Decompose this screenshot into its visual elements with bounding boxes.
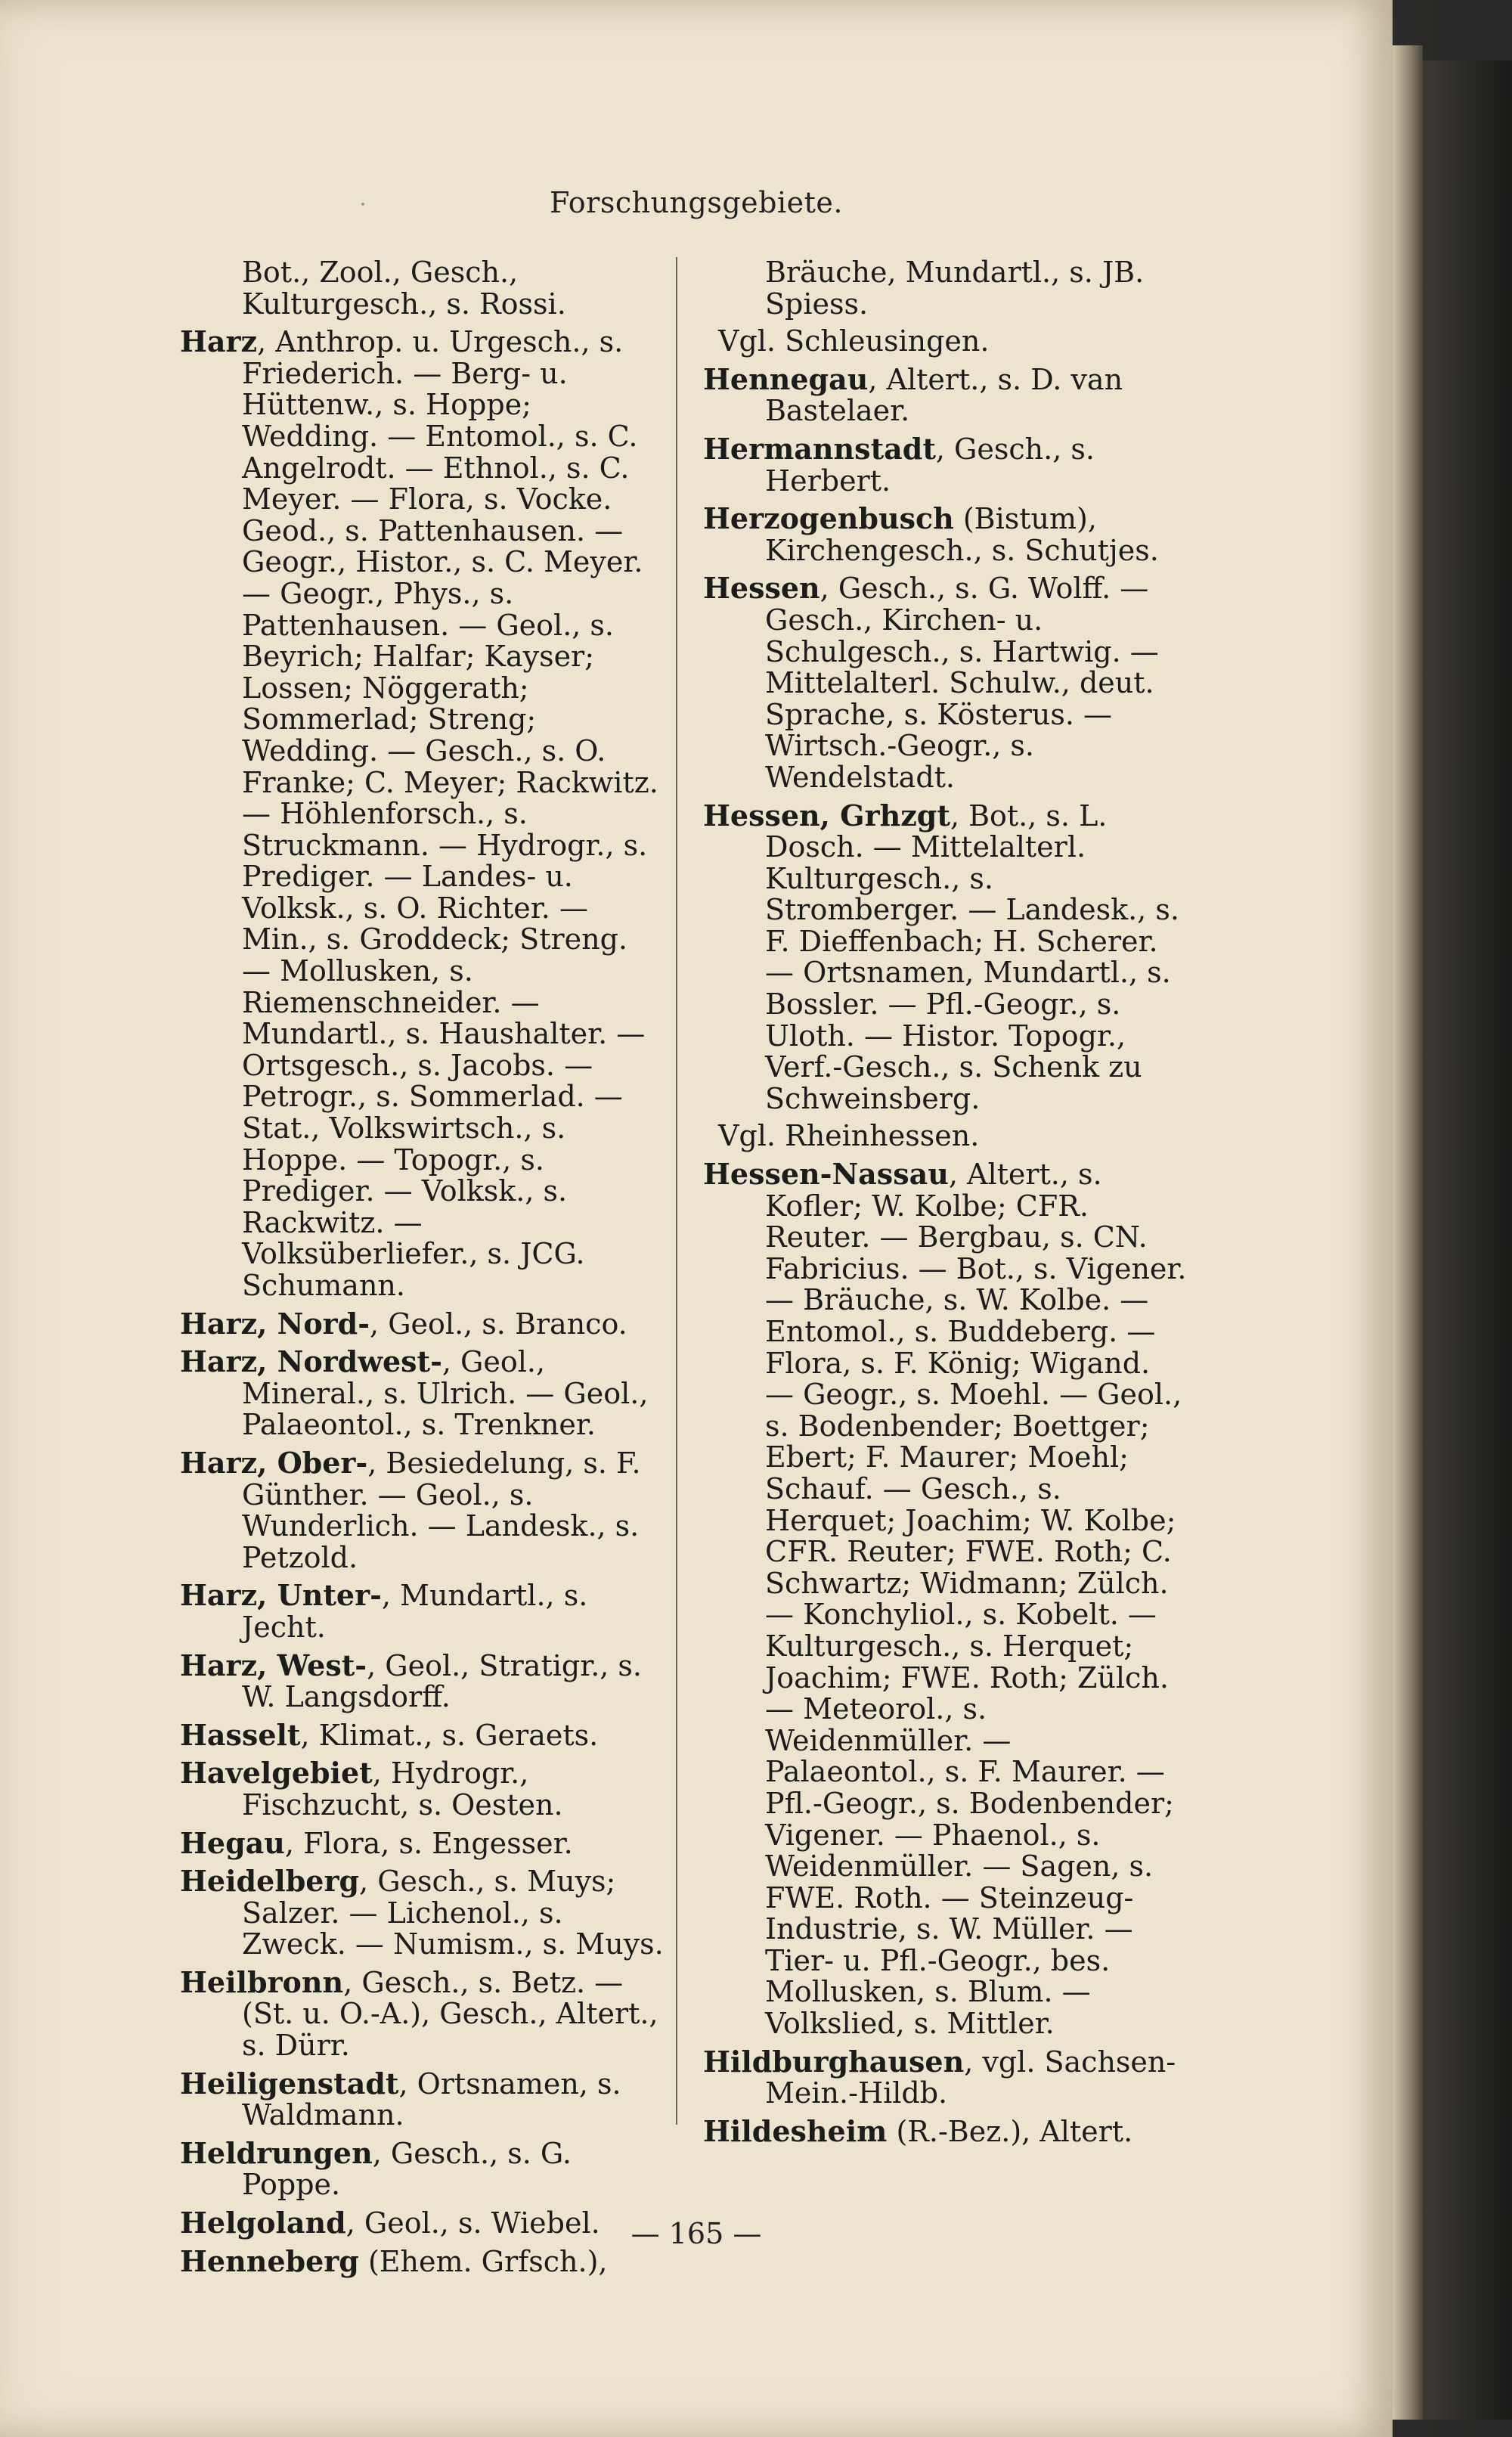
index-entry <box>180 1580 664 1643</box>
entry-text: (R.-Bez.), Altert. <box>887 2114 1133 2148</box>
entry-headword: Hasselt <box>180 1717 301 1752</box>
entry-headword: Heldrungen <box>180 2135 373 2170</box>
entry-text: (Ehem. Grfsch.), <box>358 2244 608 2278</box>
index-entry <box>703 572 1187 793</box>
entry-headword: Heiligenstadt <box>180 2066 399 2101</box>
entry-headword: Hessen <box>703 571 820 606</box>
entry-text: , Altert., s. Kofler; W. Kolbe; CFR. Reuter. — Bergbau, s. CN. Fabricius. — Bot., s. Vigener. — Bräuche, s. W. Kolbe. — Entomol., s. Buddeberg. — Flora, s. F. König; Wigand. — Geogr., s. Moehl. — Geol., s. Bodenbender; Boettger; Ebert; F. Maurer; Moehl; Schauf. — Gesch., s. Herquet; Joachim; W. Kolbe; CFR. Reuter; FWE. Roth; C. Schwartz; Widmann; Zülch. — Konchyliol., s. Kobelt. — Kulturgesch., s. Herquet; Joachim; FWE. Roth; Zülch. — Meteorol., s. Weidenmüller. — Palaeontol., s. F. Maurer. — Pfl.-Geogr., s. Bodenbender; Vigener. — Phaenol., s. Weidenmüller. — Sagen, s. FWE. Roth. — Steinzeug-Industrie, s. W. Müller. — Tier- u. Pfl.-Geogr., bes. Mollusken, s. Blum. — Volkslied, s. Mittler. <box>765 1158 1187 2041</box>
entry-continuation: Bräuche, Mundartl., s. JB. Spiess. <box>765 256 1145 321</box>
entry-headword: Hermannstadt <box>703 431 936 466</box>
index-entry <box>180 1865 664 1961</box>
index-entry <box>703 2046 1187 2110</box>
index-entry <box>703 800 1187 1115</box>
entry-headword: Harz, Ober- <box>180 1445 368 1480</box>
entry-text: , Hydrogr., Fischzucht, s. Oesten. <box>242 1756 563 1822</box>
entry-text: , Gesch., s. Herbert. <box>765 432 1095 498</box>
entry-headword: Hessen, Grhzgt <box>703 798 950 832</box>
entry-text: , Geol., Stratigr., s. W. Langsdorff. <box>242 1648 643 1714</box>
entry-text: , Ortsnamen, s. Waldmann. <box>242 2066 621 2132</box>
entry-text: , Klimat., s. Geraets. <box>300 1718 599 1752</box>
entry-headword: Helgoland <box>180 2206 346 2240</box>
index-entry <box>180 1447 664 1574</box>
index-entry <box>180 326 664 1301</box>
entry-headword: Henneberg <box>180 2243 359 2278</box>
entry-text: , Gesch., s. Betz. — (St. u. O.-A.), Gesch., Altert., s. Dürr. <box>242 1965 658 2063</box>
entry-text: , Altert., s. D. van Bastelaer. <box>765 362 1123 428</box>
left-column <box>180 257 664 2284</box>
index-entry <box>180 1346 664 1441</box>
entry-headword: Hildburghausen <box>703 2044 965 2079</box>
index-entry <box>180 1308 664 1341</box>
entry-headword: Harz, Nordwest- <box>180 1344 442 1379</box>
entry-text: , Geol., s. Branco. <box>370 1307 627 1341</box>
entry-headword: Hennegau <box>703 361 869 396</box>
index-entry <box>703 503 1187 566</box>
book-cover-edge <box>1423 60 1512 2420</box>
index-entry <box>180 1757 664 1821</box>
right-column <box>703 257 1187 2153</box>
entry-text: , Flora, s. Engesser. <box>284 1826 573 1860</box>
entry-text: , Gesch., s. G. Poppe. <box>242 2136 572 2202</box>
cross-reference: Vgl. Rheinhessen. <box>718 1119 980 1153</box>
running-head: Forschungsgebiete. <box>550 186 843 219</box>
index-entry <box>180 1650 664 1713</box>
page-edge <box>1393 45 1423 2420</box>
entry-text: (Bistum), Kirchengesch., s. Schutjes. <box>765 502 1159 567</box>
entry-text: , Mundartl., s. Jecht. <box>242 1579 588 1644</box>
entry-text: , Besiedelung, s. F. Günther. — Geol., s. Wunderlich. — Landesk., s. Petzold. <box>242 1446 641 1574</box>
entry-headword: Harz, Unter- <box>180 1578 382 1613</box>
entry-headword: Havelgebiet <box>180 1756 373 1791</box>
index-entry <box>180 2068 664 2132</box>
cross-reference: Vgl. Schleusingen. <box>718 324 990 358</box>
entry-continuation: Bot., Zool., Gesch., Kulturgesch., s. Rossi. <box>242 256 566 321</box>
column-rule <box>676 257 677 2125</box>
page-number: — 165 — <box>631 2217 762 2250</box>
entry-text: , Geol., Mineral., s. Ulrich. — Geol., Palaeontol., s. Trenkner. <box>242 1345 649 1442</box>
index-entry <box>180 1964 664 2063</box>
entry-headword: Hildesheim <box>703 2113 888 2148</box>
entry-text: , vgl. Sachsen-Mein.-Hildb. <box>765 2045 1176 2110</box>
index-entry <box>703 1158 1187 2040</box>
entry-text: , Gesch., s. G. Wolff. — Gesch., Kirchen- u. Schulgesch., s. Hartwig. — Mittelalterl. Schulw., deut. Sprache, s. Kösterus. — Wirtsch.-Geogr., s. Wendelstadt. <box>765 572 1159 794</box>
entry-headword: Hessen-Nassau <box>703 1157 949 1192</box>
entry-headword: Hegau <box>180 1825 285 1860</box>
index-entry <box>703 2113 1187 2148</box>
entry-headword: Herzogenbusch <box>703 501 954 536</box>
entry-text: , Anthrop. u. Urgesch., s. Friederich. — Berg- u. Hüttenw., s. Hoppe; Wedding. — Entomol., s. C. Angelrodt. — Ethnol., s. C. Meyer. — Flora, s. Vocke. Geod., s. Pattenhausen. — Geogr., Histor., s. C. Meyer. — Geogr., Phys., s. Pattenhausen. — Geol., s. Beyrich; Halfar; Kayser; Lossen; Nöggerath; Sommerlad; Streng; Wedding. — Gesch., s. O. Franke; C. Meyer; Rackwitz. — Höhlenforsch., s. Struckmann. — Hydrogr., s. Prediger. — Landes- u. Volksk., s. O. Richter. — Min., s. Groddeck; Streng. — Mollusken, s. Riemenschneider. — Mundartl., s. Haushalter. — Ortsgesch., s. Jacobs. — Petrogr., s. Sommerlad. — Stat., Volkswirtsch., s. Hoppe. — Topogr., s. Prediger. — Volksk., s. Rackwitz. — Volksüberliefer., s. JCG. Schumann. <box>242 325 658 1302</box>
index-entry <box>180 2135 664 2202</box>
index-entry <box>180 1825 664 1860</box>
index-entry <box>180 1719 664 1752</box>
entry-text: , Bot., s. L. Dosch. — Mittelalterl. Kulturgesch., s. Stromberger. — Landesk., s. F. Dieffenbach; H. Scherer. — Ortsnamen, Mundartl., s. Bossler. — Pfl.-Geogr., s. Uloth. — Histor. Topogr., Verf.-Gesch., s. Schenk zu Schweinsberg. <box>765 798 1179 1115</box>
entry-headword: Harz <box>180 324 258 359</box>
entry-headword: Harz, Nord- <box>180 1306 370 1341</box>
index-entry <box>180 2243 664 2278</box>
entry-text: , Geol., s. Wiebel. <box>345 2206 600 2240</box>
entry-headword: Heidelberg <box>180 1864 360 1899</box>
entry-headword: Heilbronn <box>180 1964 344 1999</box>
entry-headword: Harz, West- <box>180 1648 367 1682</box>
index-entry <box>703 433 1187 497</box>
entry-text: , Gesch., s. Muys; Salzer. — Lichenol., s. Zweck. — Numism., s. Muys. <box>242 1865 664 1961</box>
index-entry <box>703 361 1187 428</box>
